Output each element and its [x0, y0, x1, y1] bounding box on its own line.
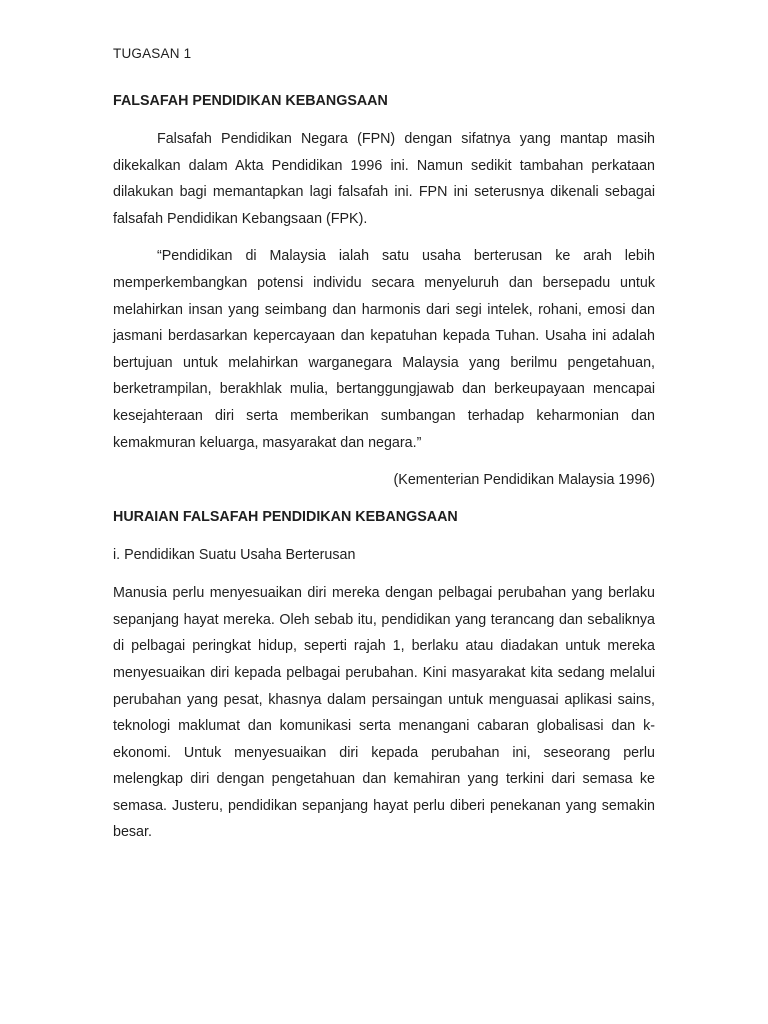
assignment-label: TUGASAN 1: [113, 46, 192, 61]
section-heading-falsafah: FALSAFAH PENDIDIKAN KEBANGSAAN: [113, 93, 388, 109]
body-paragraph: Manusia perlu menyesuaikan diri mereka dengan pelbagai perubahan yang berlaku sepanjang hayat mereka. Oleh sebab itu, pendidikan yang terancang dan sebaliknya di pelbagai peringkat hidup, seperti rajah 1, berlaku atau diadakan untuk mereka menyesuaikan diri kepada pelbagai perubahan. Kini masyarakat kita sedang melalui perubahan yang pesat, khasnya dalam persaingan untuk menguasai aplikasi sains, teknologi maklumat dan komunikasi serta menangani cabaran globalisasi dan k-ekonomi. Untuk menyesuaikan diri kepada perubahan ini, seseorang perlu melengkap diri dengan pengetahuan dan kemahiran yang terkini dari semasa ke semasa. Justeru, pendidikan sepanjang hayat perlu diberi penekanan yang semakin besar.: [113, 585, 655, 841]
quote-citation: (Kementerian Pendidikan Malaysia 1996): [393, 472, 655, 489]
document-body: [113, 91, 655, 857]
section-heading-huraian: HURAIAN FALSAFAH PENDIDIKAN KEBANGSAAN: [113, 509, 458, 526]
subsection-heading: i. Pendidikan Suatu Usaha Berterusan: [113, 547, 356, 564]
fpk-quote-paragraph: “Pendidikan di Malaysia ialah satu usaha berterusan ke arah lebih memperkembangkan potensi individu secara menyeluruh dan bersepadu untuk melahirkan insan yang seimbang dan harmonis dari segi intelek, rohani, emosi dan jasmani berdasarkan kepercayaan dan kepatuhan kepada Tuhan. Usaha ini adalah bertujuan untuk melahirkan warganegara Malaysia yang berilmu pengetahuan, berketrampilan, berakhlak mulia, bertanggungjawab dan berkeupayaan mencapai kesejahteraan diri serta memberikan sumbangan terhadap keharmonian dan kemakmuran keluarga, masyarakat dan negara.”: [113, 248, 655, 451]
intro-paragraph: Falsafah Pendidikan Negara (FPN) dengan sifatnya yang mantap masih dikekalkan dalam Akta Pendidikan 1996 ini. Namun sedikit tambahan perkataan dilakukan bagi memantapkan lagi falsafah ini. FPN ini seterusnya dikenali sebagai falsafah Pendidikan Kebangsaan (FPK).: [113, 131, 655, 227]
